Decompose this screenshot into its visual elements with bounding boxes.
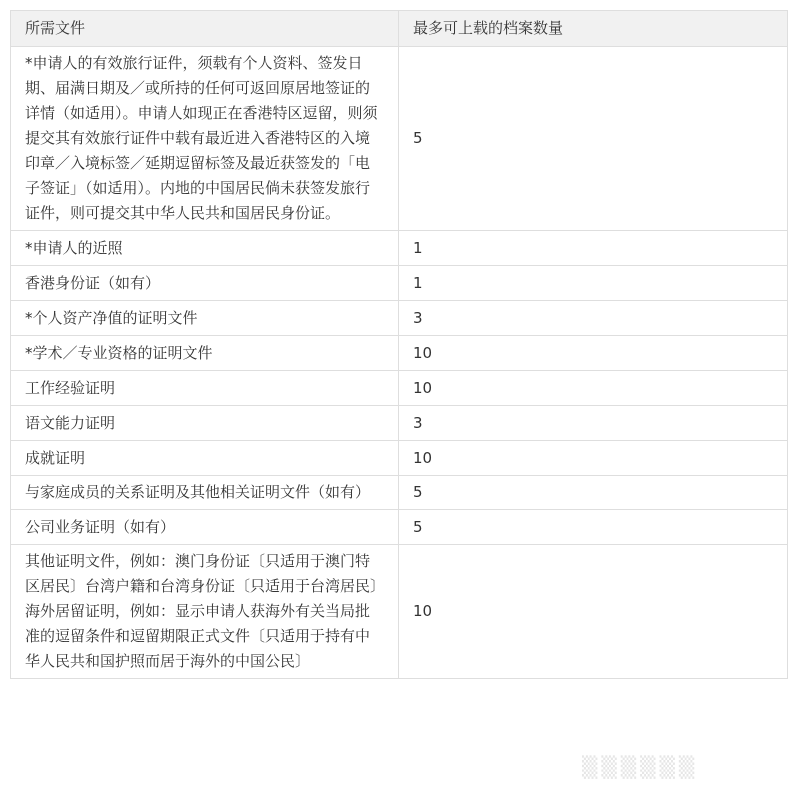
document-name: *学术／专业资格的证明文件 <box>11 336 399 371</box>
table-row <box>11 545 788 679</box>
table-row <box>11 336 788 371</box>
document-name: 公司业务证明（如有） <box>11 510 399 545</box>
table-row <box>11 406 788 441</box>
table-row <box>11 231 788 266</box>
document-name: 工作经验证明 <box>11 371 399 406</box>
document-name: 语文能力证明 <box>11 406 399 441</box>
upload-count: 3 <box>399 406 788 441</box>
table-header-row <box>11 11 788 47</box>
document-name: 成就证明 <box>11 441 399 476</box>
upload-count: 5 <box>399 47 788 231</box>
table-row <box>11 47 788 231</box>
document-name: 其他证明文件，例如：澳门身份证〔只适用于澳门特区居民〕台湾户籍和台湾身份证〔只适用于台湾居民〕海外居留证明，例如：显示申请人获海外有关当局批准的逗留条件和逗留期限正式文件〔只适用于持有中华人民共和国护照而居于海外的中国公民〕 <box>11 545 399 679</box>
upload-count: 10 <box>399 545 788 679</box>
upload-count: 1 <box>399 231 788 266</box>
table-row <box>11 441 788 476</box>
watermark: ▒▒▒▒▒▒ <box>582 755 699 779</box>
document-name: 与家庭成员的关系证明及其他相关证明文件（如有） <box>11 476 399 510</box>
table-row <box>11 476 788 510</box>
header-required-documents: 所需文件 <box>11 11 399 47</box>
upload-count: 5 <box>399 510 788 545</box>
upload-count: 3 <box>399 301 788 336</box>
upload-count: 1 <box>399 266 788 301</box>
upload-count: 10 <box>399 441 788 476</box>
upload-count: 10 <box>399 336 788 371</box>
table-row <box>11 301 788 336</box>
upload-count: 10 <box>399 371 788 406</box>
document-name: *申请人的近照 <box>11 231 399 266</box>
document-name: 香港身份证（如有） <box>11 266 399 301</box>
header-max-upload-count: 最多可上载的档案数量 <box>399 11 788 47</box>
document-name: *申请人的有效旅行证件，须载有个人资料、签发日期、届满日期及／或所持的任何可返回原居地签证的详情（如适用）。申请人如现正在香港特区逗留，则须提交其有效旅行证件中载有最近进入香港特区的入境印章／入境标签／延期逗留标签及最近获签发的「电子签证」（如适用）。内地的中国居民倘未获签发旅行证件，则可提交其中华人民共和国居民身份证。 <box>11 47 399 231</box>
table-row <box>11 510 788 545</box>
document-name: *个人资产净值的证明文件 <box>11 301 399 336</box>
table-row <box>11 266 788 301</box>
required-documents-table <box>10 10 788 679</box>
table-row <box>11 371 788 406</box>
upload-count: 5 <box>399 476 788 510</box>
